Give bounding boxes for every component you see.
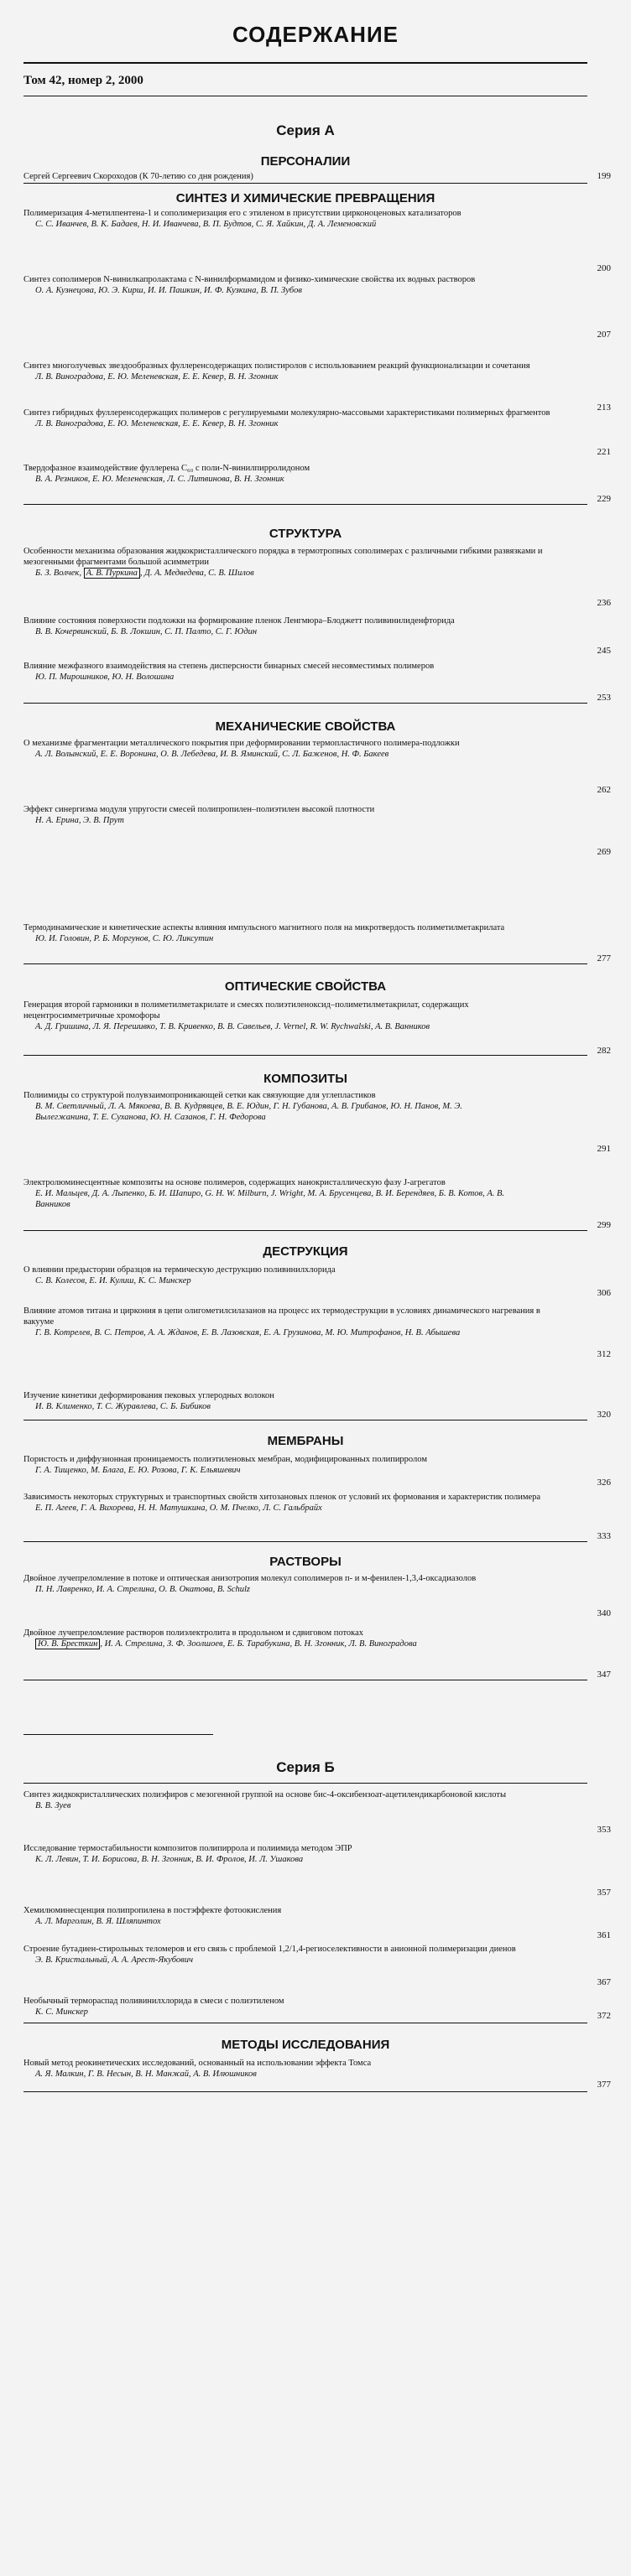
toc-entry (23, 615, 561, 637)
page-number: 213 (597, 402, 611, 413)
page-number: 199 (597, 171, 611, 181)
toc-entry (23, 1177, 561, 1210)
entry-title: Исследование термостабильности композитов полипиррола и полиимида методом ЭПР (23, 1844, 352, 1853)
entry-authors: А. Я. Малкин, Г. В. Несын, В. Н. Манжай, А. В. Илюшников (35, 2070, 257, 2079)
section-end-rule (23, 1230, 587, 1231)
entry-authors: А. Д. Гришина, Л. Я. Перешивко, Т. В. Кривенко, В. В. Савельев, J. Vernel, R. W. Rychwalski, А. В. Ванников (35, 1022, 430, 1031)
toc-entry (23, 1628, 561, 1649)
entry-title: Синтез сополимеров N-винилкапролактама с N-винилформамидом и физико-химические свойства их водных растворов (23, 275, 476, 284)
entry-authors: Ю. П. Мирошников, Ю. Н. Волошина (35, 673, 175, 682)
section-end-rule (23, 963, 587, 964)
entry-authors: Л. В. Виноградова, Е. Ю. Меленевская, Е. Е. Кевер, В. Н. Згонник (35, 419, 279, 428)
page-number: 207 (597, 330, 611, 340)
authors-pre: Б. З. Волчек, (35, 569, 84, 578)
toc-entry (23, 1265, 561, 1286)
horizontal-rule (23, 62, 587, 64)
entry-title: Влияние межфазного взаимодействия на степень дисперсности бинарных смесей несовместимых полимеров (23, 662, 435, 671)
entry-authors: С. В. Колесов, Е. И. Кулиш, К. С. Минскер (35, 1276, 191, 1285)
toc-entry (23, 1000, 561, 1032)
page-number: 347 (597, 1670, 611, 1680)
toc-entry (23, 1306, 561, 1338)
entry-authors: Г. В. Котрелев, В. С. Петров, А. А. Жданов, Е. В. Лазовская, Е. А. Грузинова, М. Ю. Митрофанов, Н. В. Абышева (35, 1328, 461, 1337)
section-end-rule (23, 1055, 587, 1056)
entry-title: Синтез жидкокристаллических полиэфиров с мезогенной группой на основе бис-4-оксибензоат-ацетилендикарбоновой кислоты (23, 1790, 506, 1800)
toc-entry (23, 804, 561, 826)
section-end-rule (23, 183, 587, 184)
entry-authors: В. В. Кочервинский, Б. В. Локшин, С. П. Палто, С. Г. Юдин (35, 627, 258, 636)
entry-title: Генерация второй гармоники в полиметилметакрилате и смесях полиэтиленоксид–полиметилметакрилат, содержащих нецентросимметричные хромофоры (23, 1000, 469, 1021)
entry-authors (23, 1639, 505, 1649)
entry-title: Изучение кинетики деформирования пековых углеродных волокон (23, 1391, 274, 1400)
page-number: 361 (597, 1930, 611, 1940)
entry-authors: Л. В. Виноградова, Е. Ю. Меленевская, Е. Е. Кевер, В. Н. Згонник (35, 372, 279, 382)
section-heading: МЕТОДЫ ИССЛЕДОВАНИЯ (221, 2038, 390, 2052)
entry-title: Синтез многолучевых звездообразных фуллеренсодержащих полистиролов с использованием реакций функционализации и сочетания (23, 361, 530, 371)
entry-title: О механизме фрагментации металлического покрытия при деформировании термопластичного полимера-подложки (23, 739, 460, 748)
entry-title: Хемилюминесценция полипропилена в постэффекте фотоокисления (23, 1906, 282, 1915)
entry-authors: В. А. Резников, Е. Ю. Меленевская, Л. С. Литвинова, В. Н. Згонник (35, 475, 284, 484)
toc-entry (23, 463, 561, 485)
section-end-rule (23, 504, 587, 505)
entry-authors: В. В. Зуев (35, 1801, 71, 1810)
page-number: 277 (597, 953, 611, 963)
page-number: 282 (597, 1046, 611, 1056)
toc-entry (23, 1996, 561, 2018)
series-heading: Серия А (276, 122, 335, 138)
page-number: 221 (597, 447, 611, 457)
entry-title: Двойное лучепреломление растворов полиэлектролита в продольном и сдвиговом потоках (23, 1628, 364, 1638)
toc-entry (23, 1905, 561, 1927)
page-number: 262 (597, 785, 611, 795)
entry-authors: А. Л. Волынский, Е. Е. Воронина, О. В. Лебедева, И. В. Яминский, С. Л. Баженов, Н. Ф. Бакеев (35, 750, 389, 759)
entry-title: Эффект синергизма модуля упругости смесей полипропилен–полиэтилен высокой плотности (23, 805, 375, 814)
entry-authors: Е. И. Мальцев, Д. А. Лыпенко, Б. И. Шапиро, G. H. W. Milburn, J. Wright, М. А. Брусенцева, В. И. Берендяев, Б. В. Котов, А. В. Ванников (35, 1189, 505, 1209)
toc-entry (23, 274, 561, 296)
entry-title: Необычный термораспад поливинилхлорида в смеси с полиэтиленом (23, 1997, 284, 2006)
entry-authors: О. А. Кузнецова, Ю. Э. Кирш, И. И. Пашкин, И. Ф. Кузкина, В. П. Зубов (35, 286, 302, 295)
toc-entry (23, 738, 561, 760)
deceased-author-box: Ю. В. Бресткин (35, 1639, 100, 1649)
page-number: 253 (597, 693, 611, 703)
page-number: 377 (597, 2080, 611, 2090)
entry-title: Полимеризация 4-метилпентена-1 и сополимеризация его с этиленом в присутствии цирконоценовых катализаторов (23, 209, 462, 218)
entry-title: Двойное лучепреломление в потоке и оптическая анизотропия молекул сополимеров п- и м-фенилен-1,3,4-оксадиазолов (23, 1574, 477, 1583)
entry-title: Термодинамические и кинетические аспекты влияния импульсного магнитного поля на микротвердость полиметилметакрилата (23, 923, 505, 932)
entry-title: Электролюминесцентные композиты на основе полимеров, содержащих нанокристаллическую фазу J-агрегатов (23, 1178, 446, 1187)
entry-title: Строение бутадиен-стирольных теломеров и его связь с проблемой 1,2/1,4-региоселективности в анионной полимеризации диенов (23, 1945, 516, 1954)
toc-entry (23, 546, 561, 579)
horizontal-rule (23, 1783, 587, 1784)
entry-authors: К. С. Минскер (35, 2007, 88, 2017)
section-heading: ДЕСТРУКЦИЯ (263, 1244, 348, 1259)
entry-title: Новый метод реокинетических исследований, основанный на использовании эффекта Томса (23, 2059, 372, 2068)
toc-entry (23, 1573, 561, 1595)
entry-authors: К. Л. Левин, Т. И. Борисова, В. Н. Згонник, В. И. Фролов, И. Л. Ушакова (35, 1855, 304, 1864)
page-number: 326 (597, 1478, 611, 1488)
toc-entry (23, 1492, 561, 1514)
entry-authors: Г. А. Тищенко, М. Блага, Е. Ю. Розова, Г. К. Ельяшевич (35, 1466, 241, 1475)
entry-authors: Э. В. Кристальный, А. А. Арест-Якубович (35, 1955, 193, 1965)
page-number: 312 (597, 1349, 611, 1359)
issue-info: Том 42, номер 2, 2000 (23, 74, 143, 87)
section-heading: СИНТЕЗ И ХИМИЧЕСКИЕ ПРЕВРАЩЕНИЯ (175, 191, 435, 205)
toc-entry (23, 922, 561, 944)
entry-authors: В. М. Светличный, Л. А. Мякоева, В. В. Кудрявцев, В. Е. Юдин, Г. Н. Губанова, А. В. Грибанов, Ю. Н. Панов, М. Э. Вылегжанина, Т. Е. Суханова, Ю. Н. Сазанов, Г. Н. Федорова (35, 1102, 462, 1122)
entry-title: О влиянии предыстории образцов на термическую деструкцию поливинилхлорида (23, 1265, 336, 1275)
entry-title: Особенности механизма образования жидкокристаллического порядка в термотропных сополимерах с различными гибкими развязками и мезогенными фрагментами большой асимметрии (23, 547, 543, 567)
authors-post: , Д. А. Медведева, С. В. Шилов (139, 569, 254, 578)
toc-entry (23, 1090, 561, 1123)
page-number: 320 (597, 1410, 611, 1420)
page-number: 269 (597, 847, 611, 857)
series-heading: Серия Б (276, 1759, 335, 1775)
entry-title: Полиимиды со структурой полувзаимопроникающей сетки как связующие для углепластиков (23, 1091, 376, 1100)
entry-authors: Ю. И. Головин, Р. Б. Моргунов, С. Ю. Ликсутин (35, 934, 214, 943)
page-number: 200 (597, 263, 611, 273)
page-number: 367 (597, 1977, 611, 1987)
authors-post: , И. А. Стрелина, З. Ф. Зоолшоев, Е. Б. Тарабукина, В. Н. Згонник, Л. В. Виноградова (100, 1639, 417, 1649)
entry-authors (23, 568, 505, 579)
section-heading: МЕМБРАНЫ (267, 1434, 344, 1448)
section-end-rule (23, 703, 587, 704)
page-number: 236 (597, 598, 611, 608)
toc-entry (23, 1843, 561, 1865)
section-heading: СТРУКТУРА (269, 527, 342, 541)
toc-entry (23, 1944, 561, 1966)
section-heading: МЕХАНИЧЕСКИЕ СВОЙСТВА (215, 719, 396, 734)
entry-title: Сергей Сергеевич Скороходов (К 70-летию со дня рождения) (23, 172, 253, 181)
page-number: 372 (597, 2011, 611, 2021)
page-number: 229 (597, 494, 611, 504)
entry-authors: Н. А. Ерина, Э. В. Прут (35, 816, 124, 825)
toc-entry (23, 361, 561, 382)
horizontal-rule (23, 1734, 213, 1735)
entry-title: Влияние состояния поверхности подложки на формирование пленок Ленгмюра–Блоджетт поливинилиденфторида (23, 616, 455, 626)
section-heading: КОМПОЗИТЫ (263, 1072, 347, 1086)
page-number: 340 (597, 1608, 611, 1618)
toc-entry (23, 661, 561, 683)
toc-entry (23, 1390, 561, 1412)
toc-entry (23, 2058, 561, 2080)
toc-entry (23, 171, 561, 182)
toc-entry (23, 1454, 561, 1476)
page-number: 333 (597, 1531, 611, 1541)
entry-title: Твердофазное взаимодействие фуллерена C₆₀ с поли-N-винилпирролидоном (23, 464, 310, 473)
page-number: 291 (597, 1144, 611, 1154)
page-number: 299 (597, 1220, 611, 1230)
entry-authors: С. С. Иванчев, В. К. Бадаев, Н. И. Иванчева, В. П. Будтов, С. Я. Хайкин, Д. А. Леменовский (35, 220, 377, 229)
page-title: СОДЕРЖАНИЕ (232, 22, 399, 47)
toc-entry (23, 1789, 561, 1811)
section-end-rule (23, 1541, 587, 1542)
page-number: 245 (597, 646, 611, 656)
toc-entry (23, 408, 561, 429)
entry-title: Пористость и диффузионная проницаемость полиэтиленовых мембран, модифицированных полипирролом (23, 1455, 427, 1464)
entry-authors: Е. П. Агеев, Г. А. Вихорева, Н. Н. Матушкина, О. М. Пчелко, Л. С. Гальбрайх (35, 1504, 322, 1513)
section-heading: ПЕРСОНАЛИИ (260, 154, 351, 169)
toc-entry (23, 208, 561, 230)
entry-title: Влияние атомов титана и циркония в цепи олигометилсилазанов на процесс их термодеструкции в условиях динамического нагревания в вакууме (23, 1306, 540, 1327)
page-number: 357 (597, 1888, 611, 1898)
section-end-rule (23, 2091, 587, 2092)
entry-title: Зависимость некоторых структурных и транспортных свойств хитозановых пленок от условий их формования и характеристик полимера (23, 1493, 541, 1502)
page-number: 306 (597, 1288, 611, 1298)
entry-title: Синтез гибридных фуллеренсодержащих полимеров с регулируемыми молекулярно-массовыми характеристиками полимерных фрагментов (23, 408, 550, 418)
entry-authors: А. Л. Марголин, В. Я. Шляпинтох (35, 1917, 161, 1926)
entry-authors: П. Н. Лавренко, И. А. Стрелина, О. В. Окатова, B. Schulz (35, 1585, 251, 1594)
page-number: 353 (597, 1825, 611, 1835)
section-heading: ОПТИЧЕСКИЕ СВОЙСТВА (224, 979, 387, 994)
section-heading: РАСТВОРЫ (269, 1555, 342, 1569)
deceased-author-box: А. В. Пуркина (84, 568, 140, 579)
entry-authors: И. В. Клименко, Т. С. Журавлева, С. Б. Бибиков (35, 1402, 211, 1411)
